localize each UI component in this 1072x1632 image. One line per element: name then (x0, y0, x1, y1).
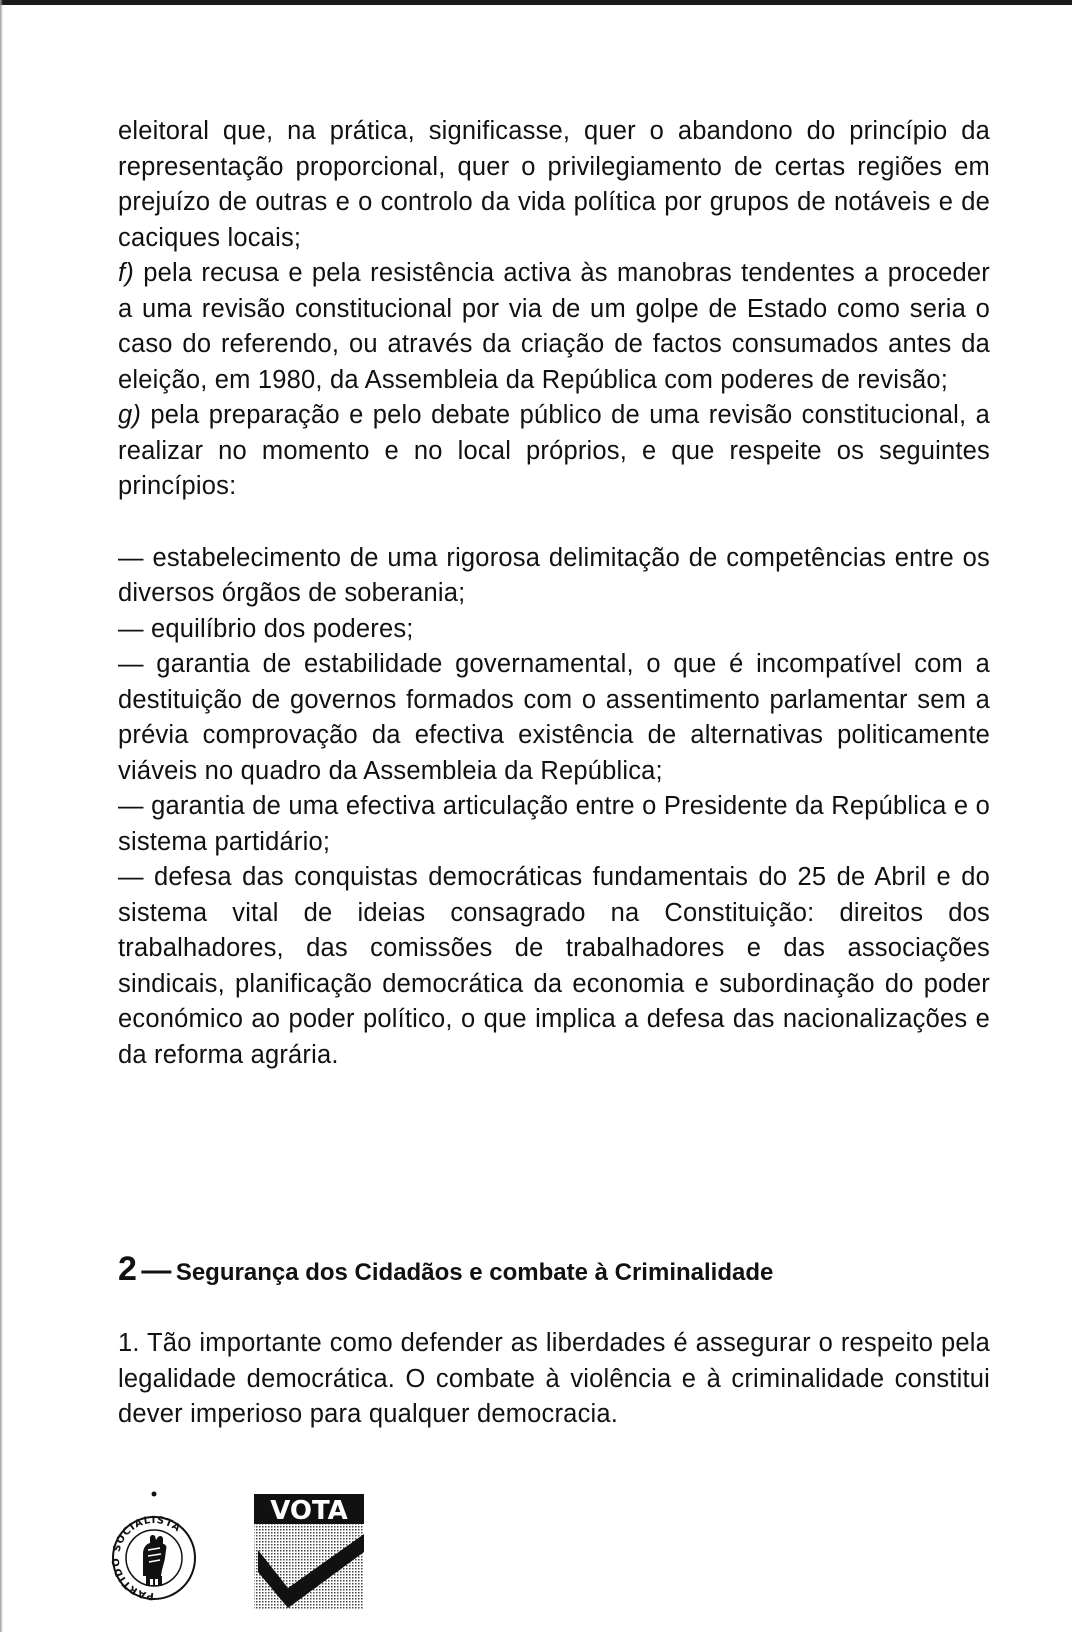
paragraph-gap (118, 505, 990, 541)
section-title: Segurança dos Cidadãos e combate à Criminalidade (175, 1259, 774, 1286)
vota-label: VOTA (270, 1496, 348, 1526)
section-body (118, 1326, 990, 1433)
left-edge-shadow (0, 0, 3, 1632)
item-f-text: pela recusa e pela resistência activa às manobras tendentes a proceder a uma revisão constitucional por via de um golpe de Estado como seria o caso do referendo, ou através da criação de factos consumados antes da eleição, em 1980, da Assembleia da República com poderes de revisão; (118, 259, 990, 394)
principle-item: — equilíbrio dos poderes; (118, 614, 414, 643)
vota-logo-icon (250, 1490, 372, 1614)
section-dash: — (141, 1254, 172, 1287)
paragraph-electoral: eleitoral que, na prática, significasse, quer o abandono do princípio da representação proporcional, quer o privilegiamento de certas regiões em prejuízo de outras e o controlo da vida política por grupos de notáveis e de caciques locais; (118, 117, 990, 252)
paragraph-item-f (118, 256, 990, 398)
principle-item: — defesa das conquistas democráticas fundamentais do 25 de Abril e do sistema vital de ideias consagrado na Constituição: direitos dos trabalhadores, das comissões de trabalhadores e das associações sindicais, planificação democrática da economia e subordinação do poder económico ao poder político, o que implica a defesa das nacionalizações e da reforma agrária. (118, 863, 990, 1069)
item-letter-g: g) (118, 401, 142, 429)
item-letter-f: f) (118, 259, 134, 287)
section-number: 2 (118, 1250, 137, 1288)
principle-item: — garantia de uma efectiva articulação entre o Presidente da República e o sistema partidário; (118, 792, 990, 856)
party-logo-icon (110, 1488, 198, 1616)
party-ring-text: PARTIDO SOCIALISTA (110, 1514, 183, 1602)
top-border (0, 0, 1072, 5)
section-heading (118, 1250, 990, 1289)
paragraph-item-g (118, 398, 990, 505)
section-paragraph: 1. Tão importante como defender as liberdades é assegurar o respeito pela legalidade democrática. O combate à violência e à criminalidade constitui dever imperioso para qualquer democracia. (118, 1329, 990, 1428)
principle-item: — estabelecimento de uma rigorosa delimitação de competências entre os diversos órgãos de soberania; (118, 543, 990, 607)
principle-item: — garantia de estabilidade governamental, o que é incompatível com a destituição de governos formados com o assentimento parlamentar sem a prévia comprovação da efectiva existência de alternativas politicamente viáveis no quadro da Assembleia da República; (118, 650, 990, 785)
item-g-text: pela preparação e pelo debate público de uma revisão constitucional, a realizar no momento e no local próprios, e que respeite os seguintes princípios: (118, 401, 990, 500)
document-body (118, 114, 990, 1073)
